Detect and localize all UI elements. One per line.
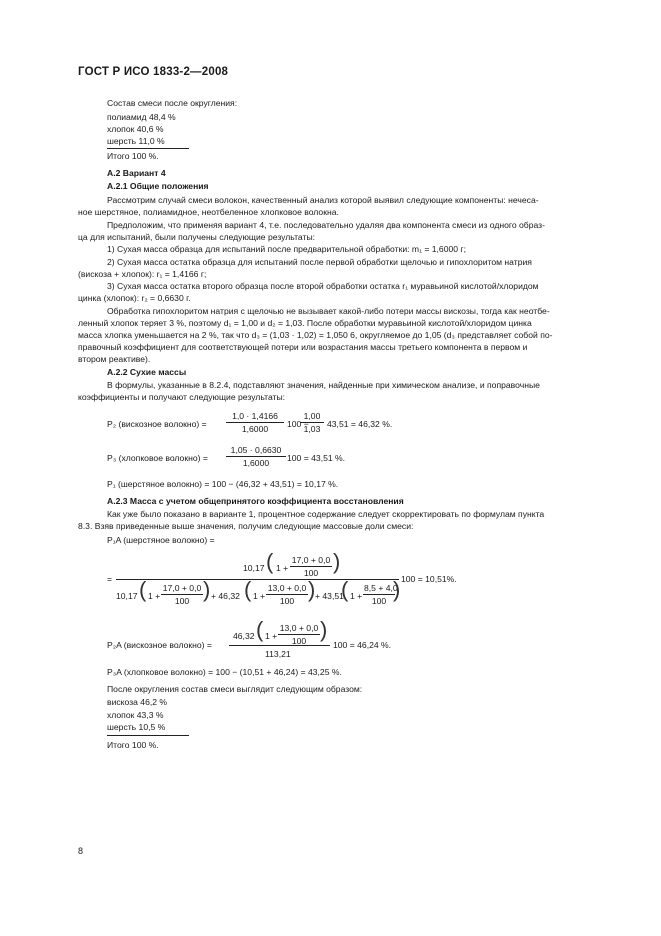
numerator: 1,0 · 1,4166 [232, 411, 278, 421]
main-fraction-bar [116, 579, 399, 580]
denominator: 100 [290, 566, 332, 578]
paragraph-line: 8.3. Взяв приведенные выше значения, получим следующие массовые доли смеси: [78, 521, 414, 531]
result-item: цинка (хлопок): r₂ = 0,6630 г. [78, 293, 191, 303]
paragraph-line: Предположим, что применяя вариант 4, т.е. последовательно удаляя два компонента смеси из одного образ- [107, 220, 545, 230]
numerator: 8,5 + 4,0 [364, 583, 398, 593]
fraction [226, 411, 284, 434]
left-paren: ( [266, 549, 274, 574]
equation-text: 1 + [350, 591, 363, 601]
equation-p1: P₁ (шерстяное волокно) = 100 − (46,32 + 43,51) = 10,17 %. [107, 479, 339, 489]
numerator: 1,00 [303, 411, 321, 421]
left-paren: ( [139, 577, 147, 602]
denominator: 1,6000 [226, 422, 284, 434]
denominator: 113,21 [265, 649, 291, 659]
equation-rhs: 43,51 = 46,32 %. [327, 419, 393, 429]
equation-lhs: P₂ (вискозное волокно) = [107, 419, 207, 429]
result-item: (вискоза + хлопок): r₁ = 1,4166 г; [78, 269, 207, 279]
denominator: 100 [266, 594, 308, 606]
paragraph-line: Рассмотрим случай смеси волокон, качественный анализ которой выявил следующие компоненты: нечеса- [107, 195, 539, 205]
fraction [161, 583, 203, 606]
paragraph-line: ца для испытаний, были получены следующие результаты: [78, 232, 316, 242]
paragraph-line: ленный хлопок теряет 3 %, поэтому d₁ = 1,00 и d₂ = 1,03. После обработки муравьиной кислотой/хлоридом цинка [78, 318, 532, 328]
equation-lhs: P₃ (хлопковое волокно) = [107, 453, 208, 463]
coefficient: + 43,51 [315, 591, 344, 601]
paragraph-line: правочный коэффициент для соответствующей потери или возрастания массы третьего компонента в первом и [78, 342, 528, 352]
fraction-bar [229, 645, 330, 646]
numerator: 1,05 · 0,6630 [230, 445, 282, 455]
paragraph-line: В формулы, указанные в 8.2.4, подставляют значения, найденные при химическом анализе, и поправочные [107, 380, 540, 390]
equation-text: 1 + [253, 591, 266, 601]
result-item: 2) Сухая масса остатка образца для испытаний после первой обработки щелочью и гипохлоритом натрия [107, 257, 532, 267]
mix1-title: Состав смеси после округления: [107, 98, 238, 108]
fraction [278, 623, 320, 646]
denominator: 100 [363, 594, 395, 606]
equation-text: 1 + [276, 563, 289, 573]
fraction [290, 555, 332, 578]
sum-rule [107, 735, 189, 736]
denominator: 100 [161, 594, 203, 606]
equals-sign: = [107, 574, 113, 584]
numerator: 13,0 + 0,0 [267, 583, 307, 593]
mix2-item: шерсть 10,5 % [107, 722, 166, 732]
paragraph-line: Обработка гипохлоритом натрия с щелочью не вызывает какой-либо потери массы вискозы, тогда как неотбе- [107, 306, 550, 316]
equation-text: 100 − [287, 419, 309, 429]
fraction [226, 445, 286, 468]
result-item: 1) Сухая масса образца для испытаний после предварительной обработки: m₁ = 1,6000 г; [107, 244, 466, 254]
mix1-total: Итого 100 %. [107, 151, 159, 161]
paragraph-line: Как уже было показано в варианте 1, процентное содержание следует скорректировать по формулам пункта [107, 509, 545, 519]
equation-rhs: 100 = 10,51%. [401, 574, 457, 584]
section-heading-a23: А.2.3 Масса с учетом общепринятого коэффициента восстановления [107, 496, 404, 506]
right-paren: ) [320, 617, 328, 642]
mix1-item: шерсть 11,0 % [107, 136, 165, 146]
equation-rhs: 100 = 46,24 %. [333, 640, 392, 650]
mix1-item: хлопок 40,6 % [107, 124, 164, 134]
fraction [300, 411, 324, 434]
paragraph-line: коэффициенты и получают следующие результаты: [78, 392, 286, 402]
mix2-total: Итого 100 %. [107, 740, 159, 750]
sum-rule [107, 148, 189, 149]
equation-lhs: P₁A (шерстяное волокно) = [107, 535, 215, 545]
result-item: 3) Сухая масса остатка второго образца после второй обработки остатка r₁ муравьиной кислотой/хлоридом [107, 281, 539, 291]
page-number: 8 [78, 846, 84, 856]
coefficient: 10,17 [243, 563, 265, 573]
section-heading-a21: А.2.1 Общие положения [107, 181, 209, 191]
numerator: 17,0 + 0,0 [291, 555, 331, 565]
coefficient: 46,32 [233, 631, 255, 641]
section-heading-a22: А.2.2 Сухие массы [107, 367, 187, 377]
fraction [266, 583, 308, 606]
mix2-item: хлопок 43,3 % [107, 710, 164, 720]
mix2-item: вискоза 46,2 % [107, 697, 168, 707]
equation-text: 1 + [148, 591, 161, 601]
equation-p3a: P₃A (хлопковое волокно) = 100 − (10,51 + 46,24) = 43,25 %. [107, 667, 342, 677]
denominator: 1,03 [300, 422, 324, 434]
coefficient: 10,17 [116, 591, 138, 601]
fraction [363, 583, 398, 606]
right-paren: ) [203, 577, 211, 602]
paragraph-line: ное шерстяное, полиамидное, неотбеленное хлопковое волокна. [78, 207, 339, 217]
left-paren: ( [341, 577, 349, 602]
right-paren: ) [308, 577, 316, 602]
equation-rhs: 100 = 43,51 %. [287, 453, 346, 463]
numerator: 13,0 + 0,0 [279, 623, 319, 633]
paragraph-line: масса хлопка уменьшается на 2 %, так что d₃ = (1,03 · 1,02) = 1,050 6, округляемое до 1,05 (d₃ представляет собой по- [78, 330, 553, 340]
denominator: 100 [278, 634, 320, 646]
section-heading-a2: А.2 Вариант 4 [107, 168, 166, 178]
document-header: ГОСТ Р ИСО 1833-2—2008 [78, 66, 229, 78]
paragraph-line: втором реактиве). [78, 354, 151, 364]
right-paren: ) [393, 577, 401, 602]
mix2-title: После округления состав смеси выглядит следующим образом: [107, 684, 363, 694]
equation-lhs: P₂A (вискозное волокно) = [107, 640, 212, 650]
right-paren: ) [333, 549, 341, 574]
coefficient: + 46,32 [211, 591, 240, 601]
numerator: 17,0 + 0,0 [162, 583, 202, 593]
left-paren: ( [256, 617, 264, 642]
left-paren: ( [244, 577, 252, 602]
denominator: 1,6000 [226, 456, 286, 468]
mix1-item: полиамид 48,4 % [107, 112, 176, 122]
equation-text: 1 + [265, 631, 278, 641]
